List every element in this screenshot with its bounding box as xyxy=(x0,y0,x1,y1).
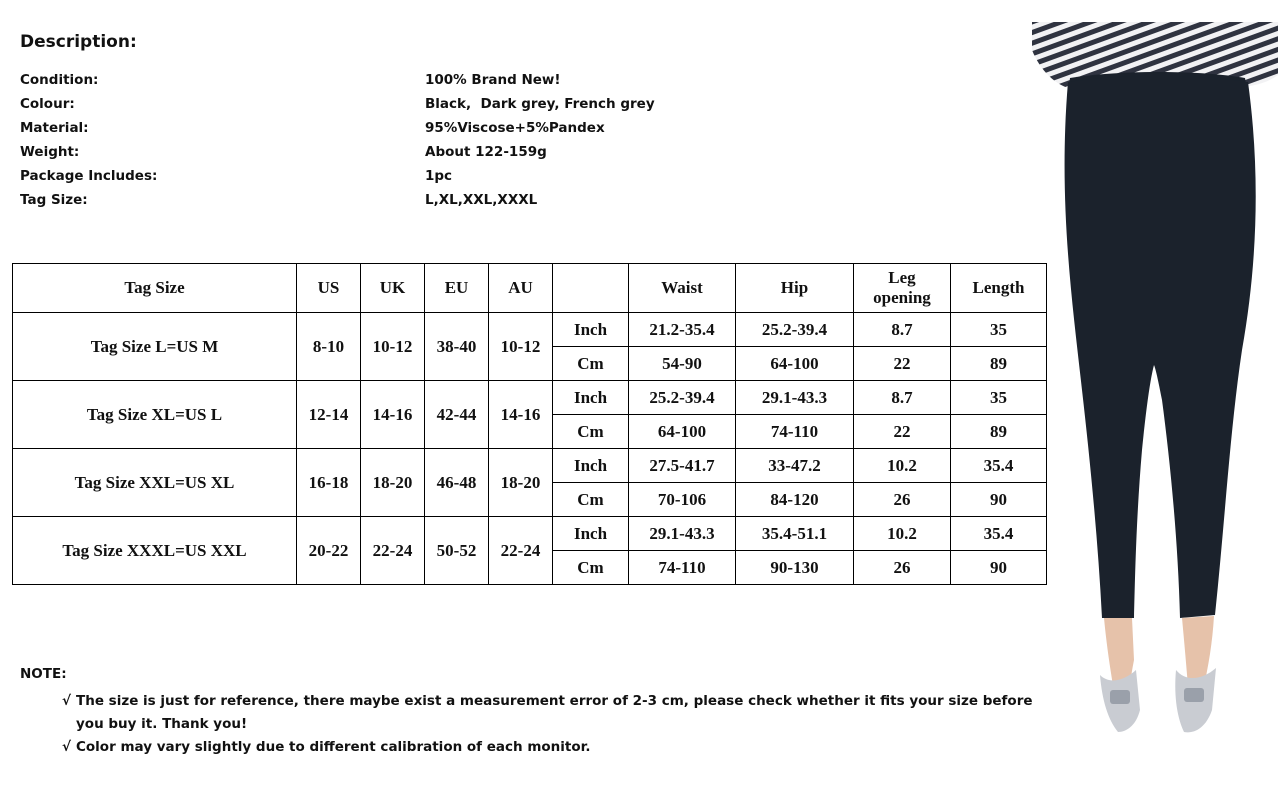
leg-cell: 8.7 xyxy=(854,381,951,415)
unit-cell: Inch xyxy=(553,313,629,347)
header-leg-line2: opening xyxy=(873,288,931,307)
spec-label: Colour: xyxy=(20,96,75,112)
unit-cell: Inch xyxy=(553,517,629,551)
uk-cell: 10-12 xyxy=(361,313,425,381)
au-cell: 22-24 xyxy=(489,517,553,585)
length-cell: 89 xyxy=(951,347,1047,381)
leg-cell: 10.2 xyxy=(854,449,951,483)
spec-row-weight xyxy=(20,140,720,164)
header-length: Length xyxy=(951,264,1047,313)
tag-size-cell: Tag Size XXXL=US XXL xyxy=(13,517,297,585)
eu-cell: 50-52 xyxy=(425,517,489,585)
waist-cell: 70-106 xyxy=(629,483,736,517)
header-leg-line1: Leg xyxy=(888,268,916,287)
length-cell: 35 xyxy=(951,313,1047,347)
table-row xyxy=(13,313,1047,347)
table-row xyxy=(13,381,1047,415)
hip-cell: 90-130 xyxy=(736,551,854,585)
note-item xyxy=(62,690,1042,736)
check-icon: √ xyxy=(62,739,72,755)
hip-cell: 35.4-51.1 xyxy=(736,517,854,551)
waist-cell: 29.1-43.3 xyxy=(629,517,736,551)
spec-value: About 122-159g xyxy=(425,144,547,160)
eu-cell: 46-48 xyxy=(425,449,489,517)
tag-size-cell: Tag Size L=US M xyxy=(13,313,297,381)
leg-cell: 8.7 xyxy=(854,313,951,347)
spec-value: 95%Viscose+5%Pandex xyxy=(425,120,605,136)
spec-label: Condition: xyxy=(20,72,99,88)
leg-cell: 22 xyxy=(854,347,951,381)
unit-cell: Inch xyxy=(553,449,629,483)
leg-cell: 22 xyxy=(854,415,951,449)
hip-cell: 74-110 xyxy=(736,415,854,449)
header-leg-opening xyxy=(854,264,951,313)
check-icon: √ xyxy=(62,693,72,709)
hip-cell: 33-47.2 xyxy=(736,449,854,483)
length-cell: 90 xyxy=(951,551,1047,585)
header-hip: Hip xyxy=(736,264,854,313)
tag-size-cell: Tag Size XXL=US XL xyxy=(13,449,297,517)
leggings-model-image xyxy=(1030,20,1280,740)
unit-cell: Inch xyxy=(553,381,629,415)
au-cell: 14-16 xyxy=(489,381,553,449)
eu-cell: 38-40 xyxy=(425,313,489,381)
spec-value: Black, Dark grey, French grey xyxy=(425,96,655,112)
spec-label: Material: xyxy=(20,120,89,136)
header-tag-size: Tag Size xyxy=(13,264,297,313)
us-cell: 12-14 xyxy=(297,381,361,449)
header-waist: Waist xyxy=(629,264,736,313)
us-cell: 20-22 xyxy=(297,517,361,585)
header-eu: EU xyxy=(425,264,489,313)
length-cell: 35.4 xyxy=(951,449,1047,483)
spec-row-material xyxy=(20,116,720,140)
note-text: Color may vary slightly due to different calibration of each monitor. xyxy=(76,739,591,755)
length-cell: 89 xyxy=(951,415,1047,449)
unit-cell: Cm xyxy=(553,483,629,517)
table-row xyxy=(13,517,1047,551)
spec-value: L,XL,XXL,XXXL xyxy=(425,192,538,208)
header-unit xyxy=(553,264,629,313)
length-cell: 90 xyxy=(951,483,1047,517)
note-item xyxy=(62,736,1042,759)
waist-cell: 74-110 xyxy=(629,551,736,585)
au-cell: 18-20 xyxy=(489,449,553,517)
header-uk: UK xyxy=(361,264,425,313)
header-au: AU xyxy=(489,264,553,313)
length-cell: 35 xyxy=(951,381,1047,415)
waist-cell: 25.2-39.4 xyxy=(629,381,736,415)
spec-label: Weight: xyxy=(20,144,80,160)
hip-cell: 25.2-39.4 xyxy=(736,313,854,347)
note-text: The size is just for reference, there maybe exist a measurement error of 2-3 cm, please check whether it fits your size before you buy it. Thank you! xyxy=(76,693,1033,732)
spec-label: Tag Size: xyxy=(20,192,88,208)
us-cell: 16-18 xyxy=(297,449,361,517)
header-us: US xyxy=(297,264,361,313)
uk-cell: 14-16 xyxy=(361,381,425,449)
note-title: NOTE: xyxy=(20,666,67,682)
table-header-row xyxy=(13,264,1047,313)
au-cell: 10-12 xyxy=(489,313,553,381)
spec-value: 100% Brand New! xyxy=(425,72,561,88)
waist-cell: 21.2-35.4 xyxy=(629,313,736,347)
spec-label: Package Includes: xyxy=(20,168,158,184)
waist-cell: 54-90 xyxy=(629,347,736,381)
us-cell: 8-10 xyxy=(297,313,361,381)
note-list xyxy=(62,690,1042,759)
hip-cell: 29.1-43.3 xyxy=(736,381,854,415)
spec-list xyxy=(20,68,720,212)
uk-cell: 18-20 xyxy=(361,449,425,517)
leg-cell: 10.2 xyxy=(854,517,951,551)
table-row xyxy=(13,449,1047,483)
length-cell: 35.4 xyxy=(951,517,1047,551)
spec-row-package xyxy=(20,164,720,188)
tag-size-cell: Tag Size XL=US L xyxy=(13,381,297,449)
spec-row-colour xyxy=(20,92,720,116)
size-chart-table xyxy=(12,263,1047,585)
waist-cell: 64-100 xyxy=(629,415,736,449)
uk-cell: 22-24 xyxy=(361,517,425,585)
leg-cell: 26 xyxy=(854,483,951,517)
unit-cell: Cm xyxy=(553,347,629,381)
hip-cell: 84-120 xyxy=(736,483,854,517)
hip-cell: 64-100 xyxy=(736,347,854,381)
leggings xyxy=(1065,76,1256,618)
leg-cell: 26 xyxy=(854,551,951,585)
spec-row-tag-size xyxy=(20,188,720,212)
eu-cell: 42-44 xyxy=(425,381,489,449)
unit-cell: Cm xyxy=(553,551,629,585)
spec-value: 1pc xyxy=(425,168,453,184)
waist-cell: 27.5-41.7 xyxy=(629,449,736,483)
spec-row-condition xyxy=(20,68,720,92)
unit-cell: Cm xyxy=(553,415,629,449)
description-title: Description: xyxy=(20,32,137,52)
